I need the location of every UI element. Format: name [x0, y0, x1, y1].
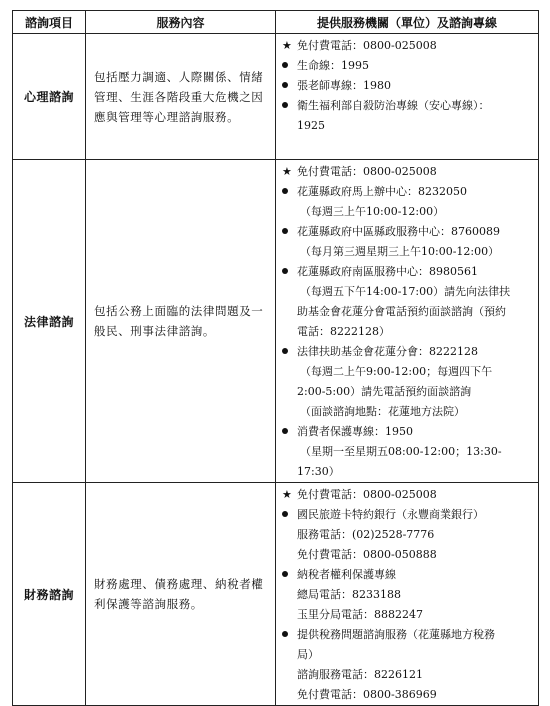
provider-item-text: 花蓮縣政府中區縣政服務中心：8760089 — [297, 225, 500, 238]
provider-item — [282, 182, 534, 202]
provider-item-text: 國民旅遊卡特約銀行（永豐商業銀行） — [297, 508, 484, 521]
provider-item-detail: （每週五下午14:00-17:00）請先向法律扶 — [300, 285, 511, 298]
bullet-dot-icon — [282, 342, 294, 362]
header-row — [13, 11, 539, 34]
provider-cell — [276, 483, 539, 706]
provider-item-text: 免付費電話：0800-025008 — [297, 488, 437, 501]
provider-item — [282, 485, 534, 505]
star-icon: ★ — [282, 39, 292, 52]
provider-item-detail: （星期一至星期五08:00-12:00；13:30- — [300, 445, 502, 458]
provider-item — [282, 96, 534, 116]
provider-item-detail: 17:30） — [297, 465, 340, 478]
provider-item-text: 免付費電話：0800-025008 — [297, 165, 437, 178]
description-cell: 財務處理、債務處理、納稅者權利保護等諮詢服務。 — [86, 483, 276, 706]
provider-item-detail: 免付費電話：0800-050888 — [297, 548, 437, 561]
bullet-dot-icon — [282, 222, 294, 242]
category-cell: 財務諮詢 — [13, 483, 86, 706]
provider-cell — [276, 160, 539, 483]
consultation-table — [12, 10, 539, 706]
provider-item-detail: （面談諮詢地點：花蓮地方法院） — [300, 405, 465, 418]
provider-item-detail: 局） — [297, 648, 319, 661]
provider-item-text: 生命線：1995 — [297, 59, 369, 72]
header-service-content: 服務內容 — [86, 11, 276, 34]
provider-item — [282, 565, 534, 585]
bullet-dot-icon — [282, 56, 294, 76]
provider-item-text: 納稅者權利保護專線 — [297, 568, 396, 581]
bullet-dot-icon — [282, 182, 294, 202]
bullet-dot-icon — [282, 422, 294, 442]
table-row-finance — [13, 483, 539, 706]
provider-item-text: 張老師專線：1980 — [297, 79, 391, 92]
category-cell: 心理諮詢 — [13, 34, 86, 160]
provider-item-detail: 服務電話：(02)2528-7776 — [297, 528, 435, 541]
provider-item-detail: 助基金會花蓮分會電話預約面談諮詢（預約 — [297, 305, 506, 318]
bullet-dot-icon — [282, 76, 294, 96]
provider-item — [282, 162, 534, 182]
provider-item-detail: （每月第三週星期三上午10:00-12:00） — [300, 245, 500, 258]
table-row-psych — [13, 34, 539, 160]
bullet-dot-icon — [282, 262, 294, 282]
star-icon: ★ — [282, 488, 292, 501]
description-cell: 包括公務上面臨的法律問題及一般民、刑事法律諮詢。 — [86, 160, 276, 483]
provider-item-text: 消費者保護專線：1950 — [297, 425, 413, 438]
provider-item-detail: 玉里分局電話：8882247 — [297, 608, 423, 621]
provider-item-text: 衛生福利部自殺防治專線（安心專線）： — [297, 99, 490, 112]
provider-item-detail: 諮詢服務電話：8226121 — [297, 668, 423, 681]
header-provider: 提供服務機關（單位）及諮詢專線 — [276, 11, 539, 34]
provider-item-detail: 1925 — [297, 119, 325, 132]
table-body — [13, 34, 539, 706]
provider-item — [282, 36, 534, 56]
bullet-dot-icon — [282, 96, 294, 116]
provider-item-text: 花蓮縣政府南區服務中心：8980561 — [297, 265, 478, 278]
bullet-dot-icon — [282, 625, 294, 645]
provider-item-text: 法律扶助基金會花蓮分會：8222128 — [297, 345, 478, 358]
provider-item-detail: （每週二上午9:00-12:00；每週四下午 — [300, 365, 493, 378]
provider-item — [282, 56, 534, 76]
provider-item — [282, 262, 534, 282]
provider-item-detail: 電話：8222128） — [297, 325, 390, 338]
bullet-dot-icon — [282, 565, 294, 585]
provider-item — [282, 222, 534, 242]
table-row-legal — [13, 160, 539, 483]
star-icon: ★ — [282, 165, 292, 178]
provider-cell — [276, 34, 539, 160]
header-consult-item: 諮詢項目 — [13, 11, 86, 34]
provider-item-text: 免付費電話：0800-025008 — [297, 39, 437, 52]
provider-item — [282, 422, 534, 442]
category-cell: 法律諮詢 — [13, 160, 86, 483]
provider-item — [282, 625, 534, 645]
bullet-dot-icon — [282, 505, 294, 525]
provider-item-detail: 免付費電話：0800-386969 — [297, 688, 437, 701]
provider-item-text: 花蓮縣政府馬上辦中心：8232050 — [297, 185, 467, 198]
provider-item-text: 提供稅務問題諮詢服務（花蓮縣地方稅務 — [297, 628, 495, 641]
provider-item — [282, 76, 534, 96]
provider-item — [282, 505, 534, 525]
provider-item — [282, 342, 534, 362]
provider-item-detail: （每週三上午10:00-12:00） — [300, 205, 445, 218]
provider-item-detail: 總局電話：8233188 — [297, 588, 401, 601]
provider-item-detail: 2:00-5:00）請先電話預約面談諮詢 — [297, 385, 472, 398]
description-cell: 包括壓力調適、人際關係、情緒管理、生涯各階段重大危機之因應與管理等心理諮詢服務。 — [86, 34, 276, 160]
document-page — [12, 10, 538, 706]
